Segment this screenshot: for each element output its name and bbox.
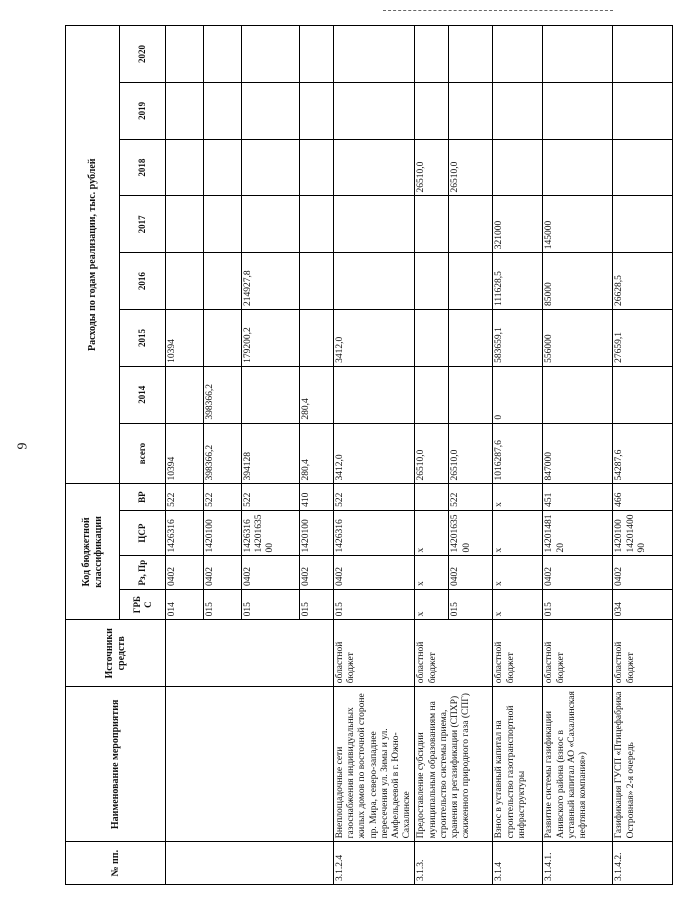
cell-2016 bbox=[449, 253, 493, 310]
cell-csr: 1420100 bbox=[300, 510, 334, 556]
cell-2014 bbox=[166, 366, 204, 423]
cell-2014: 398366,2 bbox=[204, 366, 242, 423]
cell-2019 bbox=[543, 82, 613, 139]
cell-vr: 522 bbox=[449, 484, 493, 510]
cell-2018 bbox=[242, 139, 300, 196]
cell-2018 bbox=[613, 139, 673, 196]
cell-rzpr: 0402 bbox=[543, 556, 613, 589]
cell-2018 bbox=[204, 139, 242, 196]
cell-name bbox=[166, 687, 334, 842]
cell-csr: 1426316 bbox=[166, 510, 204, 556]
cell-vr bbox=[415, 484, 449, 510]
cell-total: 398366,2 bbox=[204, 423, 242, 484]
cell-name: Внеплощадочные сети газоснабжения индивидуальных жилых домов по восточной стороне пр. Мира, северо-западнее пересечения ул. Зимы и ул. Амфельдеевой в г. Южно-Сахалинске bbox=[334, 687, 415, 842]
cell-2015 bbox=[449, 310, 493, 367]
header-total: всего bbox=[120, 423, 166, 484]
page-number: 9 bbox=[15, 442, 31, 450]
cell-2014: 280,4 bbox=[300, 366, 334, 423]
cell-2016 bbox=[204, 253, 242, 310]
cell-2020 bbox=[543, 26, 613, 83]
cell-source: областной бюджет bbox=[334, 620, 415, 687]
cell-2016: 85000 bbox=[543, 253, 613, 310]
cell-csr: 1426316 14201635 00 bbox=[242, 510, 300, 556]
cell-rzpr: 0402 bbox=[300, 556, 334, 589]
cell-2020 bbox=[493, 26, 543, 83]
cell-total: 10394 bbox=[166, 423, 204, 484]
rotated-table-container bbox=[65, 25, 647, 885]
cell-grbs: 015 bbox=[543, 589, 613, 619]
cell-2014 bbox=[543, 366, 613, 423]
cell-rzpr: 0402 bbox=[204, 556, 242, 589]
cell-2015: 179200,2 bbox=[242, 310, 300, 367]
cell-rzpr: 0402 bbox=[449, 556, 493, 589]
cell-2014 bbox=[613, 366, 673, 423]
header-2020: 2020 bbox=[120, 26, 166, 83]
cell-grbs: 015 bbox=[300, 589, 334, 619]
header-2014: 2014 bbox=[120, 366, 166, 423]
cell-2014 bbox=[242, 366, 300, 423]
cell-csr: х bbox=[415, 510, 449, 556]
cell-2017: 145000 bbox=[543, 196, 613, 253]
cell-2016: 214927,8 bbox=[242, 253, 300, 310]
cell-vr: 522 bbox=[166, 484, 204, 510]
cell-2020 bbox=[613, 26, 673, 83]
cell-grbs: 015 bbox=[204, 589, 242, 619]
cell-2018 bbox=[543, 139, 613, 196]
header-num: № пп. bbox=[66, 842, 166, 885]
cell-2018: 26510,0 bbox=[449, 139, 493, 196]
header-2016: 2016 bbox=[120, 253, 166, 310]
header-csr: ЦСР bbox=[120, 510, 166, 556]
cell-2020 bbox=[415, 26, 449, 83]
cell-2017 bbox=[449, 196, 493, 253]
cell-2014 bbox=[334, 366, 415, 423]
cell-rzpr: 0402 bbox=[242, 556, 300, 589]
cell-vr: 522 bbox=[242, 484, 300, 510]
cell-name: Газификация ГУСП «Птицефабрика Островная» 2-я очередь bbox=[613, 687, 673, 842]
cell-grbs: 015 bbox=[242, 589, 300, 619]
header-expenses: Расходы по годам реализации, тыс. рублей bbox=[66, 26, 120, 484]
table-row bbox=[415, 26, 449, 885]
cell-2019 bbox=[242, 82, 300, 139]
header-2018: 2018 bbox=[120, 139, 166, 196]
cell-2015: 27659,1 bbox=[613, 310, 673, 367]
cell-name: Развитие системы газификации Анивского района (взнос в уставный капитал АО «Сахалинская нефтяная компания») bbox=[543, 687, 613, 842]
cell-rzpr: х bbox=[493, 556, 543, 589]
cell-vr: 451 bbox=[543, 484, 613, 510]
header-source: Источники средств bbox=[66, 620, 166, 687]
cell-2015 bbox=[204, 310, 242, 367]
cell-2016 bbox=[166, 253, 204, 310]
table-row bbox=[166, 26, 204, 885]
cell-2018 bbox=[300, 139, 334, 196]
cell-2020 bbox=[204, 26, 242, 83]
cell-csr: 1420100 14201400 90 bbox=[613, 510, 673, 556]
scan-artifact-line bbox=[383, 10, 613, 11]
cell-csr: х bbox=[493, 510, 543, 556]
cell-2017 bbox=[300, 196, 334, 253]
cell-2019 bbox=[166, 82, 204, 139]
cell-2017 bbox=[204, 196, 242, 253]
cell-num: 3.1.4.1. bbox=[543, 842, 613, 885]
cell-2018 bbox=[166, 139, 204, 196]
cell-vr: 466 bbox=[613, 484, 673, 510]
cell-num: 3.1.2.4 bbox=[334, 842, 415, 885]
cell-2020 bbox=[242, 26, 300, 83]
cell-num: 3.1.3. bbox=[415, 842, 493, 885]
cell-csr: 1420100 bbox=[204, 510, 242, 556]
table-row bbox=[334, 26, 415, 885]
cell-2020 bbox=[449, 26, 493, 83]
cell-2016 bbox=[300, 253, 334, 310]
cell-vr: х bbox=[493, 484, 543, 510]
cell-vr: 410 bbox=[300, 484, 334, 510]
header-vr: ВР bbox=[120, 484, 166, 510]
cell-source: областной бюджет bbox=[613, 620, 673, 687]
cell-grbs: 015 bbox=[449, 589, 493, 619]
cell-total: 280,4 bbox=[300, 423, 334, 484]
cell-2015: 583659,1 bbox=[493, 310, 543, 367]
cell-csr: 14201635 00 bbox=[449, 510, 493, 556]
cell-2017 bbox=[166, 196, 204, 253]
cell-grbs: 015 bbox=[334, 589, 415, 619]
header-code: Код бюджетной классификации bbox=[66, 484, 120, 620]
header-name: Наименование мероприятия bbox=[66, 687, 166, 842]
cell-2014 bbox=[449, 366, 493, 423]
cell-total: 1016287,6 bbox=[493, 423, 543, 484]
cell-2019 bbox=[613, 82, 673, 139]
cell-num: 3.1.4.2. bbox=[613, 842, 673, 885]
cell-total: 54287,6 bbox=[613, 423, 673, 484]
cell-rzpr: х bbox=[415, 556, 449, 589]
cell-source: областной бюджет bbox=[493, 620, 543, 687]
cell-2020 bbox=[300, 26, 334, 83]
table-row bbox=[493, 26, 543, 885]
cell-2017: 321000 bbox=[493, 196, 543, 253]
cell-2015: 556000 bbox=[543, 310, 613, 367]
table-row bbox=[543, 26, 613, 885]
cell-vr: 522 bbox=[204, 484, 242, 510]
cell-2017 bbox=[242, 196, 300, 253]
cell-num bbox=[166, 842, 334, 885]
cell-2016 bbox=[334, 253, 415, 310]
cell-2015: 3412,0 bbox=[334, 310, 415, 367]
cell-2017 bbox=[334, 196, 415, 253]
cell-2016: 26628,5 bbox=[613, 253, 673, 310]
cell-name: Взнос в уставный капитал на строительство газотранспортной инфраструктуры bbox=[493, 687, 543, 842]
cell-grbs: х bbox=[493, 589, 543, 619]
budget-table bbox=[65, 25, 673, 885]
cell-2018: 26510,0 bbox=[415, 139, 449, 196]
cell-source: областной бюджет bbox=[415, 620, 493, 687]
cell-rzpr: 0402 bbox=[166, 556, 204, 589]
cell-2019 bbox=[415, 82, 449, 139]
cell-2020 bbox=[166, 26, 204, 83]
cell-grbs: 034 bbox=[613, 589, 673, 619]
cell-vr: 522 bbox=[334, 484, 415, 510]
cell-2019 bbox=[300, 82, 334, 139]
cell-2019 bbox=[334, 82, 415, 139]
cell-source: областной бюджет bbox=[543, 620, 613, 687]
cell-total: 847000 bbox=[543, 423, 613, 484]
table-row bbox=[613, 26, 673, 885]
cell-2019 bbox=[449, 82, 493, 139]
cell-total: 26510,0 bbox=[415, 423, 449, 484]
cell-2017 bbox=[613, 196, 673, 253]
cell-2020 bbox=[334, 26, 415, 83]
cell-num: 3.1.4 bbox=[493, 842, 543, 885]
cell-rzpr: 0402 bbox=[334, 556, 415, 589]
cell-2014: 0 bbox=[493, 366, 543, 423]
header-2017: 2017 bbox=[120, 196, 166, 253]
cell-total: 394128 bbox=[242, 423, 300, 484]
cell-2016 bbox=[415, 253, 449, 310]
header-rzpr: Рз, Пр bbox=[120, 556, 166, 589]
cell-rzpr: 0402 bbox=[613, 556, 673, 589]
header-2015: 2015 bbox=[120, 310, 166, 367]
cell-csr: 1426316 bbox=[334, 510, 415, 556]
cell-2019 bbox=[493, 82, 543, 139]
cell-grbs: х bbox=[415, 589, 449, 619]
cell-source bbox=[166, 620, 334, 687]
header-2019: 2019 bbox=[120, 82, 166, 139]
cell-name: Предоставление субсидии муниципальным образованиям на строительство системы приема, хранения и регазификации (СПХР) сжиженного природного газа (СПГ) bbox=[415, 687, 493, 842]
cell-2019 bbox=[204, 82, 242, 139]
cell-2015 bbox=[415, 310, 449, 367]
header-grbs: ГРБС bbox=[120, 589, 166, 619]
cell-2015: 10394 bbox=[166, 310, 204, 367]
cell-2016: 111628,5 bbox=[493, 253, 543, 310]
cell-2014 bbox=[415, 366, 449, 423]
cell-2015 bbox=[300, 310, 334, 367]
cell-total: 26510,0 bbox=[449, 423, 493, 484]
cell-grbs: 014 bbox=[166, 589, 204, 619]
cell-2018 bbox=[334, 139, 415, 196]
cell-total: 3412,0 bbox=[334, 423, 415, 484]
cell-csr: 14201481 20 bbox=[543, 510, 613, 556]
cell-2017 bbox=[415, 196, 449, 253]
cell-2018 bbox=[493, 139, 543, 196]
